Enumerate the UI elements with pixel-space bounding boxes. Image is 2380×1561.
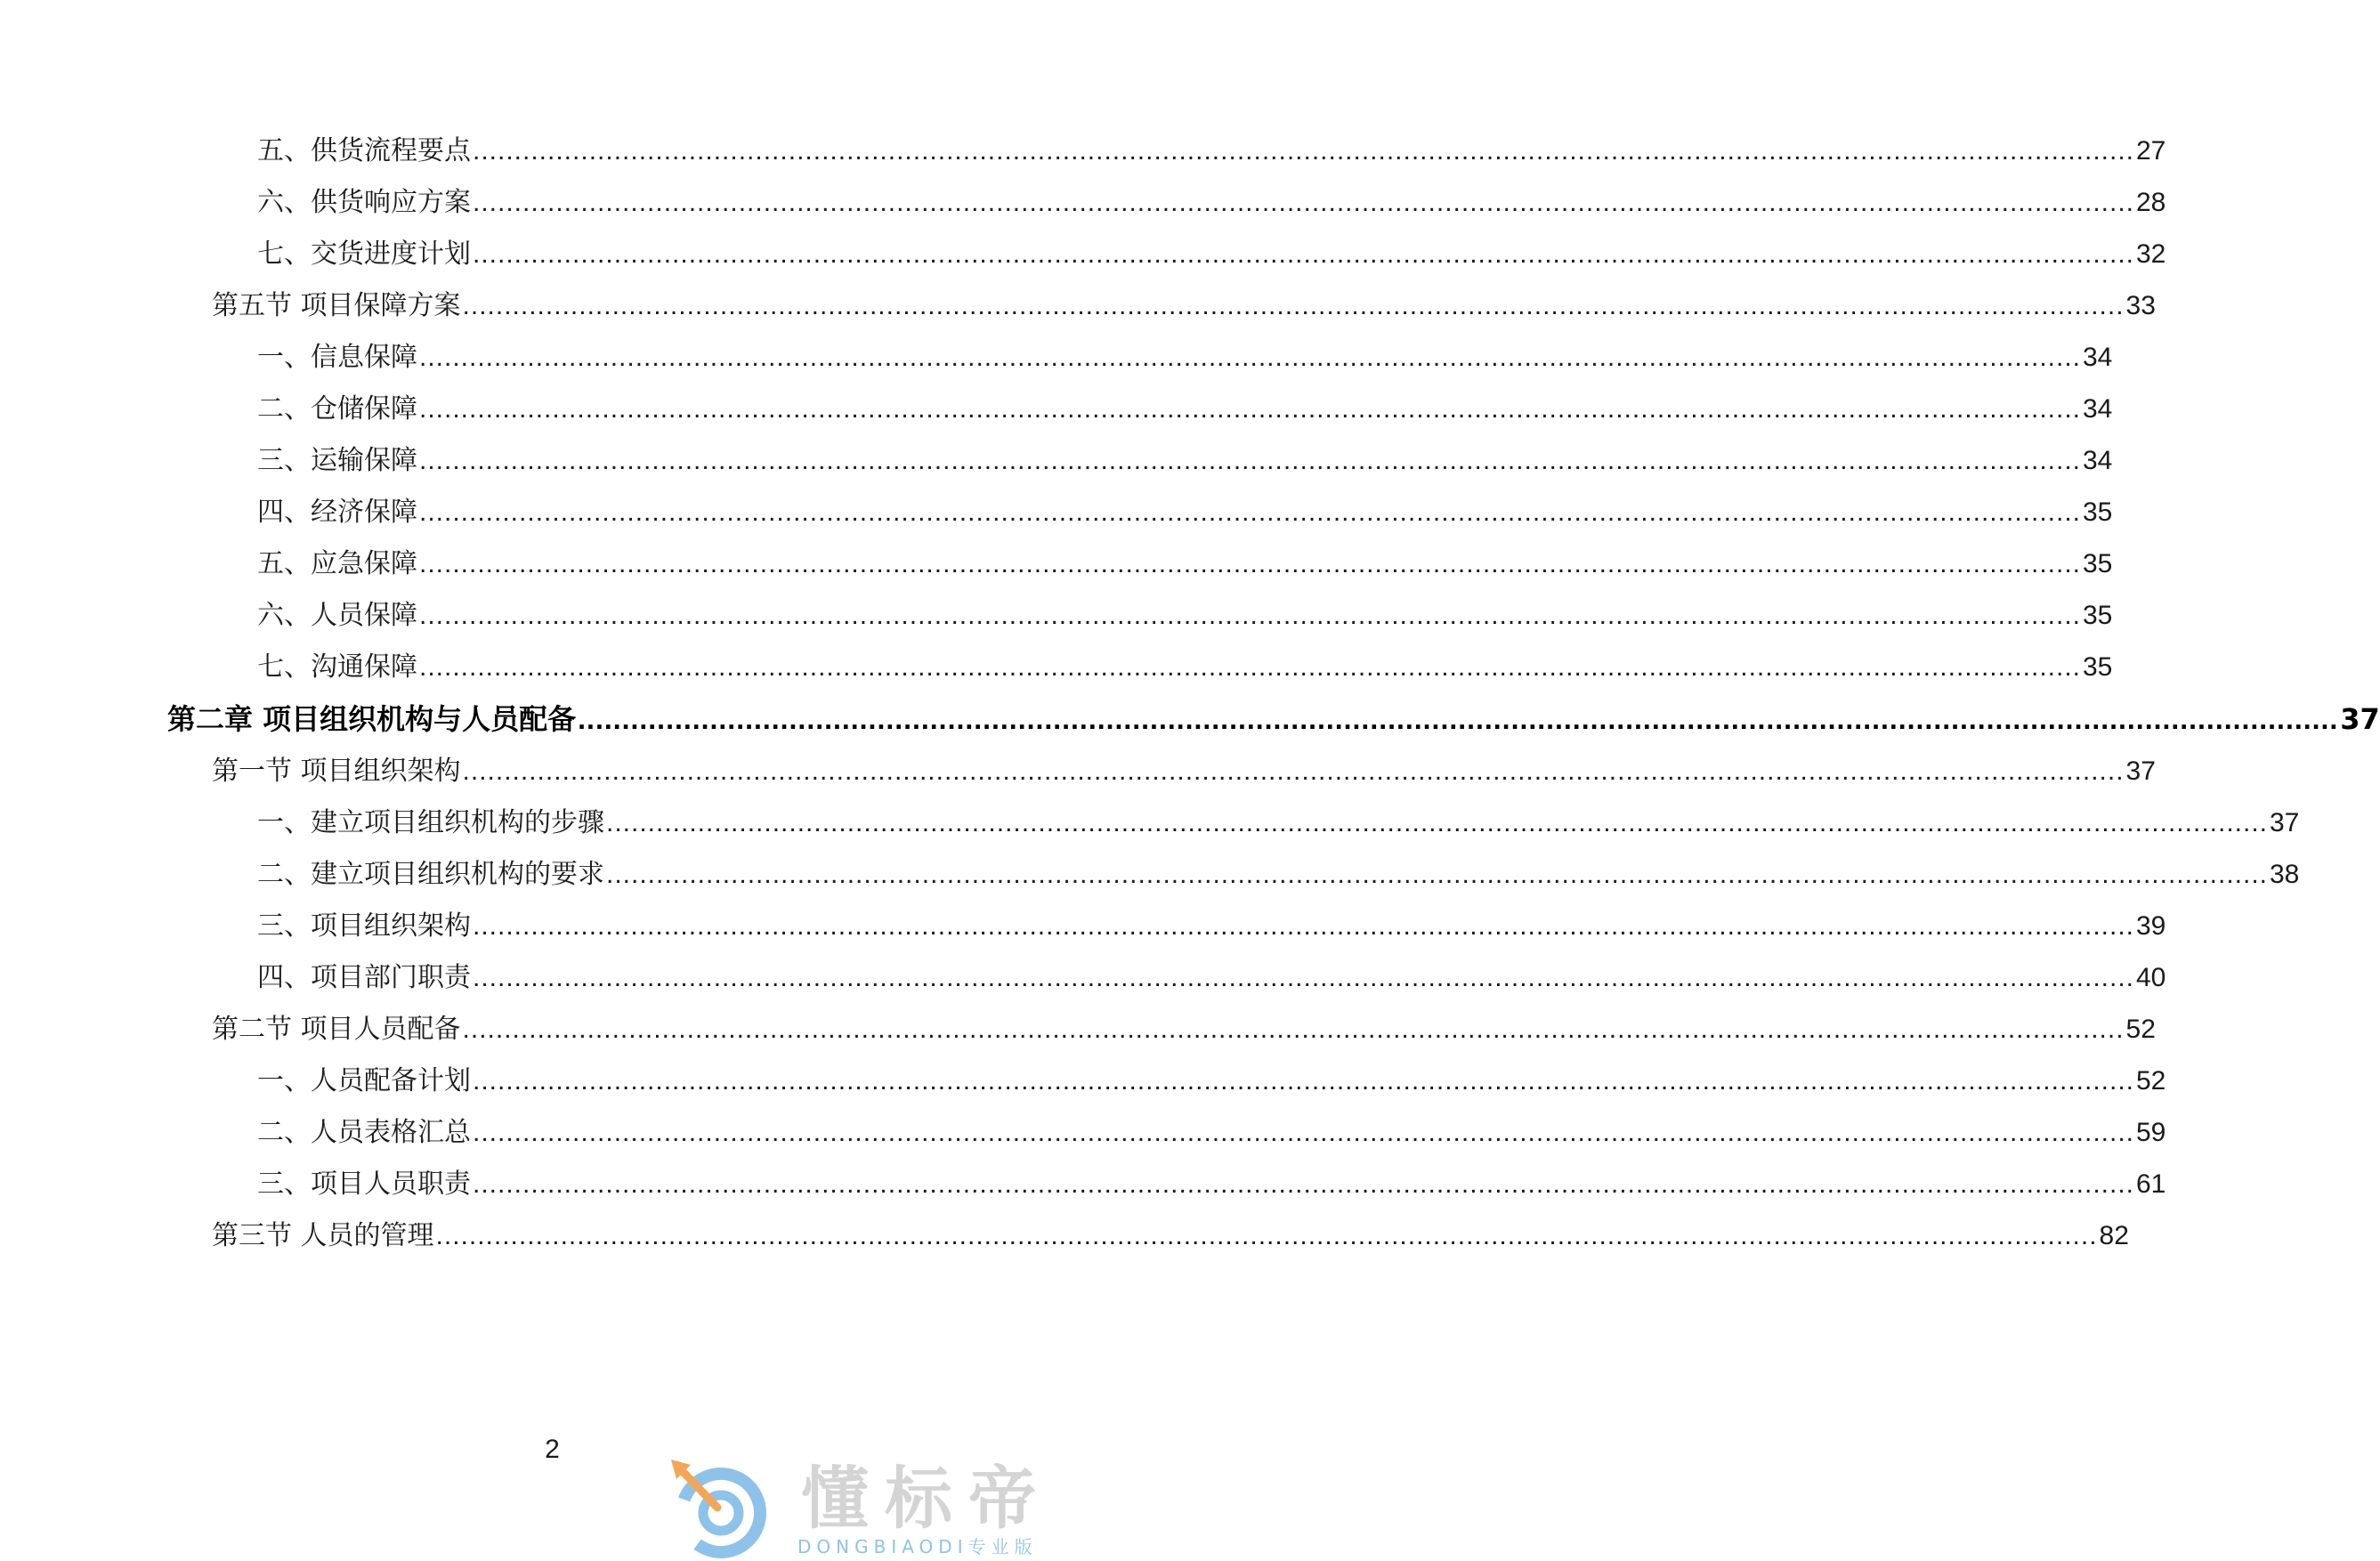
toc-entry-page: 37 bbox=[2270, 808, 2300, 837]
watermark-subtitle: DONGBIAODI专业版 bbox=[797, 1536, 1038, 1557]
toc-entry-page: 35 bbox=[2083, 652, 2113, 682]
toc-entry-page: 38 bbox=[2270, 860, 2300, 889]
toc-entry-title: 五、供货流程要点 bbox=[257, 135, 471, 166]
toc-leader-dots: ........................................................................................................................................................................................................ bbox=[473, 911, 2134, 941]
toc-entry-title: 六、供货响应方案 bbox=[257, 187, 471, 218]
toc-entry[interactable] bbox=[257, 857, 2300, 893]
toc-entry[interactable] bbox=[257, 546, 2113, 582]
toc-entry-page: 35 bbox=[2083, 549, 2113, 578]
toc-leader-dots: ........................................................................................................................................................................................................ bbox=[419, 601, 2081, 630]
toc-entry-page: 37 bbox=[2340, 702, 2380, 736]
toc-entry-title: 第二章 项目组织机构与人员配备 bbox=[167, 702, 577, 736]
toc-entry-title: 四、经济保障 bbox=[257, 497, 417, 528]
toc-entry-title: 三、运输保障 bbox=[257, 445, 417, 476]
toc-entry-title: 第三节 人员的管理 bbox=[212, 1220, 434, 1251]
toc-leader-dots: ........................................................................................................................................................................................................ bbox=[462, 1015, 2125, 1044]
toc-entry[interactable] bbox=[257, 392, 2113, 427]
toc-entry-title: 二、人员表格汇总 bbox=[257, 1117, 471, 1148]
toc-leader-dots: ........................................................................................................................................................................................................ bbox=[419, 343, 2081, 372]
toc-entry[interactable] bbox=[257, 909, 2166, 944]
toc-entry[interactable] bbox=[257, 185, 2166, 221]
toc-entry-page: 52 bbox=[2125, 1015, 2156, 1044]
toc-entry-title: 第一节 项目组织架构 bbox=[212, 756, 461, 787]
watermark bbox=[666, 1458, 1084, 1561]
toc-entry-page: 52 bbox=[2136, 1066, 2166, 1096]
toc-entry-page: 34 bbox=[2083, 394, 2113, 424]
toc-section-entry[interactable] bbox=[212, 754, 2156, 789]
toc-entry-title: 七、沟通保障 bbox=[257, 651, 417, 683]
toc-entry-title: 一、信息保障 bbox=[257, 342, 417, 373]
toc-entry[interactable] bbox=[257, 443, 2113, 479]
toc-entry[interactable] bbox=[257, 495, 2113, 530]
toc-entry[interactable] bbox=[257, 340, 2113, 376]
toc-entry[interactable] bbox=[257, 598, 2113, 634]
toc-leader-dots: ........................................................................................................................................................................................................ bbox=[606, 808, 2268, 837]
toc-entry[interactable] bbox=[257, 650, 2113, 685]
page-number: 2 bbox=[545, 1435, 560, 1464]
toc-entry-title: 六、人员保障 bbox=[257, 600, 417, 631]
toc-leader-dots: ........................................................................................................................................................................................................ bbox=[419, 446, 2081, 475]
toc-leader-dots: ........................................................................................................................................................................................................ bbox=[473, 136, 2134, 166]
target-arrow-icon bbox=[666, 1458, 773, 1561]
toc-entry[interactable] bbox=[257, 805, 2300, 841]
toc-entry-page: 59 bbox=[2136, 1118, 2166, 1147]
toc-entry-title: 第五节 项目保障方案 bbox=[212, 290, 461, 321]
toc-section-entry[interactable] bbox=[212, 1218, 2129, 1254]
toc-leader-dots: ........................................................................................................................................................................................................ bbox=[419, 652, 2081, 682]
toc-leader-dots: ........................................................................................................................................................................................................ bbox=[462, 291, 2125, 320]
toc-entry-page: 37 bbox=[2125, 756, 2156, 786]
toc-leader-dots: ........................................................................................................................................................................................................ bbox=[435, 1221, 2098, 1250]
toc-entry-page: 39 bbox=[2136, 911, 2166, 941]
toc-entry[interactable] bbox=[257, 1064, 2166, 1099]
toc-entry-title: 五、应急保障 bbox=[257, 548, 417, 579]
toc-entry-title: 三、项目人员职责 bbox=[257, 1169, 471, 1200]
toc-entry-title: 第二节 项目人员配备 bbox=[212, 1014, 461, 1045]
toc-entry-title: 二、建立项目组织机构的要求 bbox=[257, 859, 604, 890]
toc-section-entry[interactable] bbox=[212, 1012, 2156, 1047]
toc-leader-dots: ........................................................................................................................................................................................................ bbox=[473, 1169, 2134, 1199]
toc-entry[interactable] bbox=[257, 1167, 2166, 1202]
toc-leader-dots: ........................................................................................................................................................................................................ bbox=[606, 860, 2268, 889]
watermark-brand: 懂标帝 bbox=[801, 1459, 1052, 1538]
toc-leader-dots: ........................................................................................................................................................................................................ bbox=[419, 497, 2081, 527]
toc-entry[interactable] bbox=[257, 237, 2166, 272]
toc-entry-title: 一、建立项目组织机构的步骤 bbox=[257, 807, 604, 838]
toc-entry-title: 四、项目部门职责 bbox=[257, 962, 471, 993]
toc-chapter-entry[interactable] bbox=[167, 701, 2380, 737]
toc-entry-page: 40 bbox=[2136, 963, 2166, 992]
toc-leader-dots: ........................................................................................................................................................................................................ bbox=[473, 1118, 2134, 1147]
toc-leader-dots: ........................................................................................................................................................................................................ bbox=[578, 703, 2339, 735]
toc-entry-page: 35 bbox=[2083, 601, 2113, 630]
toc-entry-page: 61 bbox=[2136, 1169, 2166, 1199]
toc-entry[interactable] bbox=[257, 1115, 2166, 1151]
toc-entry-page: 34 bbox=[2083, 343, 2113, 372]
toc-entry-title: 一、人员配备计划 bbox=[257, 1065, 471, 1096]
toc-entry-page: 35 bbox=[2083, 497, 2113, 527]
toc-entry-page: 32 bbox=[2136, 239, 2166, 269]
toc-entry-page: 34 bbox=[2083, 446, 2113, 475]
toc-entry-page: 33 bbox=[2125, 291, 2156, 320]
toc-entry-page: 28 bbox=[2136, 188, 2166, 217]
toc-leader-dots: ........................................................................................................................................................................................................ bbox=[473, 963, 2134, 992]
toc-entry[interactable] bbox=[257, 960, 2166, 996]
toc-section-entry[interactable] bbox=[212, 288, 2156, 324]
toc-entry-title: 二、仓储保障 bbox=[257, 393, 417, 425]
toc-leader-dots: ........................................................................................................................................................................................................ bbox=[419, 549, 2081, 578]
toc-entry-page: 82 bbox=[2099, 1221, 2129, 1250]
toc-leader-dots: ........................................................................................................................................................................................................ bbox=[473, 1066, 2134, 1096]
toc-entry-page: 27 bbox=[2136, 136, 2166, 166]
toc-entry[interactable] bbox=[257, 133, 2166, 169]
toc-leader-dots: ........................................................................................................................................................................................................ bbox=[473, 239, 2134, 269]
toc-entry-title: 七、交货进度计划 bbox=[257, 239, 471, 270]
toc-leader-dots: ........................................................................................................................................................................................................ bbox=[473, 188, 2134, 217]
toc-leader-dots: ........................................................................................................................................................................................................ bbox=[462, 756, 2125, 786]
toc-leader-dots: ........................................................................................................................................................................................................ bbox=[419, 394, 2081, 424]
toc-entry-title: 三、项目组织架构 bbox=[257, 910, 471, 942]
